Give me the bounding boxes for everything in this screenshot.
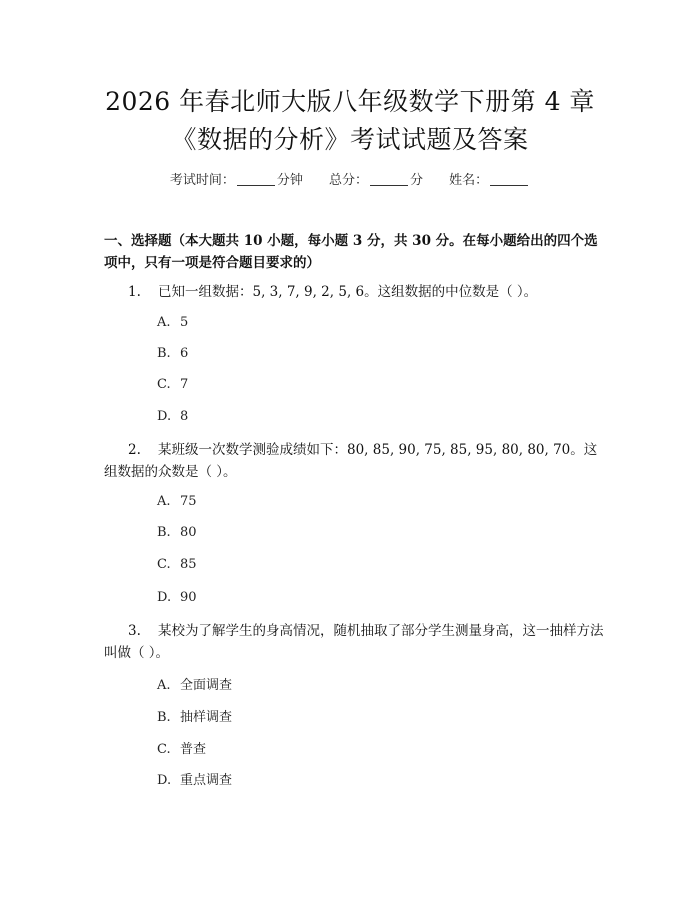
question-2-option-b[interactable] bbox=[157, 525, 197, 540]
option-text: 85 bbox=[180, 557, 197, 572]
option-text: 重点调查 bbox=[180, 773, 233, 788]
option-letter: C. bbox=[157, 742, 171, 757]
option-letter: B. bbox=[157, 525, 171, 540]
question-1-option-a[interactable] bbox=[157, 315, 188, 330]
question-text: 某校为了解学生的身高情况，随机抽取了部分学生测量身高，这一抽样方法叫做（ ）。 bbox=[104, 623, 604, 661]
exam-time bbox=[170, 169, 303, 188]
question-text: 某班级一次数学测验成绩如下：80, 85, 90, 75, 85, 95, 80, 80, 70。这组数据的众数是（ ）。 bbox=[104, 442, 598, 480]
exam-title-line-1: 2026 年春北师大版八年级数学下册第 4 章 bbox=[105, 87, 595, 116]
option-letter: A. bbox=[157, 315, 171, 330]
question-1 bbox=[104, 281, 604, 303]
exam-name-blank[interactable] bbox=[490, 173, 528, 186]
exam-score bbox=[329, 169, 423, 188]
question-3-option-a[interactable] bbox=[157, 674, 232, 693]
question-1-option-d[interactable] bbox=[157, 409, 188, 424]
option-letter: D. bbox=[157, 409, 172, 424]
question-number: 3. bbox=[128, 623, 141, 639]
question-3 bbox=[104, 620, 604, 664]
option-letter: A. bbox=[157, 678, 171, 693]
option-letter: A. bbox=[157, 494, 171, 509]
option-text: 抽样调查 bbox=[180, 710, 233, 725]
exam-score-blank[interactable] bbox=[370, 173, 408, 186]
question-number: 2. bbox=[128, 442, 141, 458]
option-text: 5 bbox=[180, 315, 189, 330]
exam-score-unit: 分 bbox=[410, 173, 424, 188]
question-3-option-c[interactable] bbox=[157, 738, 206, 757]
question-2-option-c[interactable] bbox=[157, 557, 197, 572]
option-letter: B. bbox=[157, 710, 171, 725]
option-text: 全面调查 bbox=[180, 678, 233, 693]
question-2-option-a[interactable] bbox=[157, 494, 197, 509]
option-text: 90 bbox=[180, 590, 197, 605]
exam-time-blank[interactable] bbox=[237, 173, 275, 186]
question-2-option-d[interactable] bbox=[157, 590, 197, 605]
section-heading: 一、选择题（本大题共 10 小题，每小题 3 分，共 30 分。在每小题给出的四个选项中，只有一项是符合题目要求的） bbox=[104, 233, 598, 271]
option-letter: B. bbox=[157, 346, 171, 361]
question-1-option-b[interactable] bbox=[157, 346, 188, 361]
exam-name bbox=[449, 169, 530, 188]
option-letter: C. bbox=[157, 377, 171, 392]
option-text: 6 bbox=[180, 346, 189, 361]
option-text: 7 bbox=[180, 377, 189, 392]
question-1-option-c[interactable] bbox=[157, 377, 188, 392]
question-number: 1. bbox=[128, 284, 141, 300]
exam-time-unit: 分钟 bbox=[276, 173, 303, 188]
option-text: 8 bbox=[180, 409, 189, 424]
exam-score-label: 总分： bbox=[328, 173, 368, 188]
exam-meta bbox=[0, 169, 700, 188]
option-letter: D. bbox=[157, 590, 172, 605]
exam-time-label: 考试时间： bbox=[169, 173, 235, 188]
question-text: 已知一组数据：5, 3, 7, 9, 2, 5, 6。这组数据的中位数是（ ）。 bbox=[158, 284, 538, 300]
option-text: 80 bbox=[180, 525, 197, 540]
question-3-option-d[interactable] bbox=[157, 769, 232, 788]
question-3-option-b[interactable] bbox=[157, 706, 232, 725]
option-text: 75 bbox=[180, 494, 197, 509]
option-text: 普查 bbox=[180, 742, 207, 757]
exam-name-label: 姓名： bbox=[449, 173, 489, 188]
exam-title-line-2: 《数据的分析》考试试题及答案 bbox=[171, 125, 529, 154]
option-letter: D. bbox=[157, 773, 172, 788]
option-letter: C. bbox=[157, 557, 171, 572]
question-2 bbox=[104, 439, 604, 483]
